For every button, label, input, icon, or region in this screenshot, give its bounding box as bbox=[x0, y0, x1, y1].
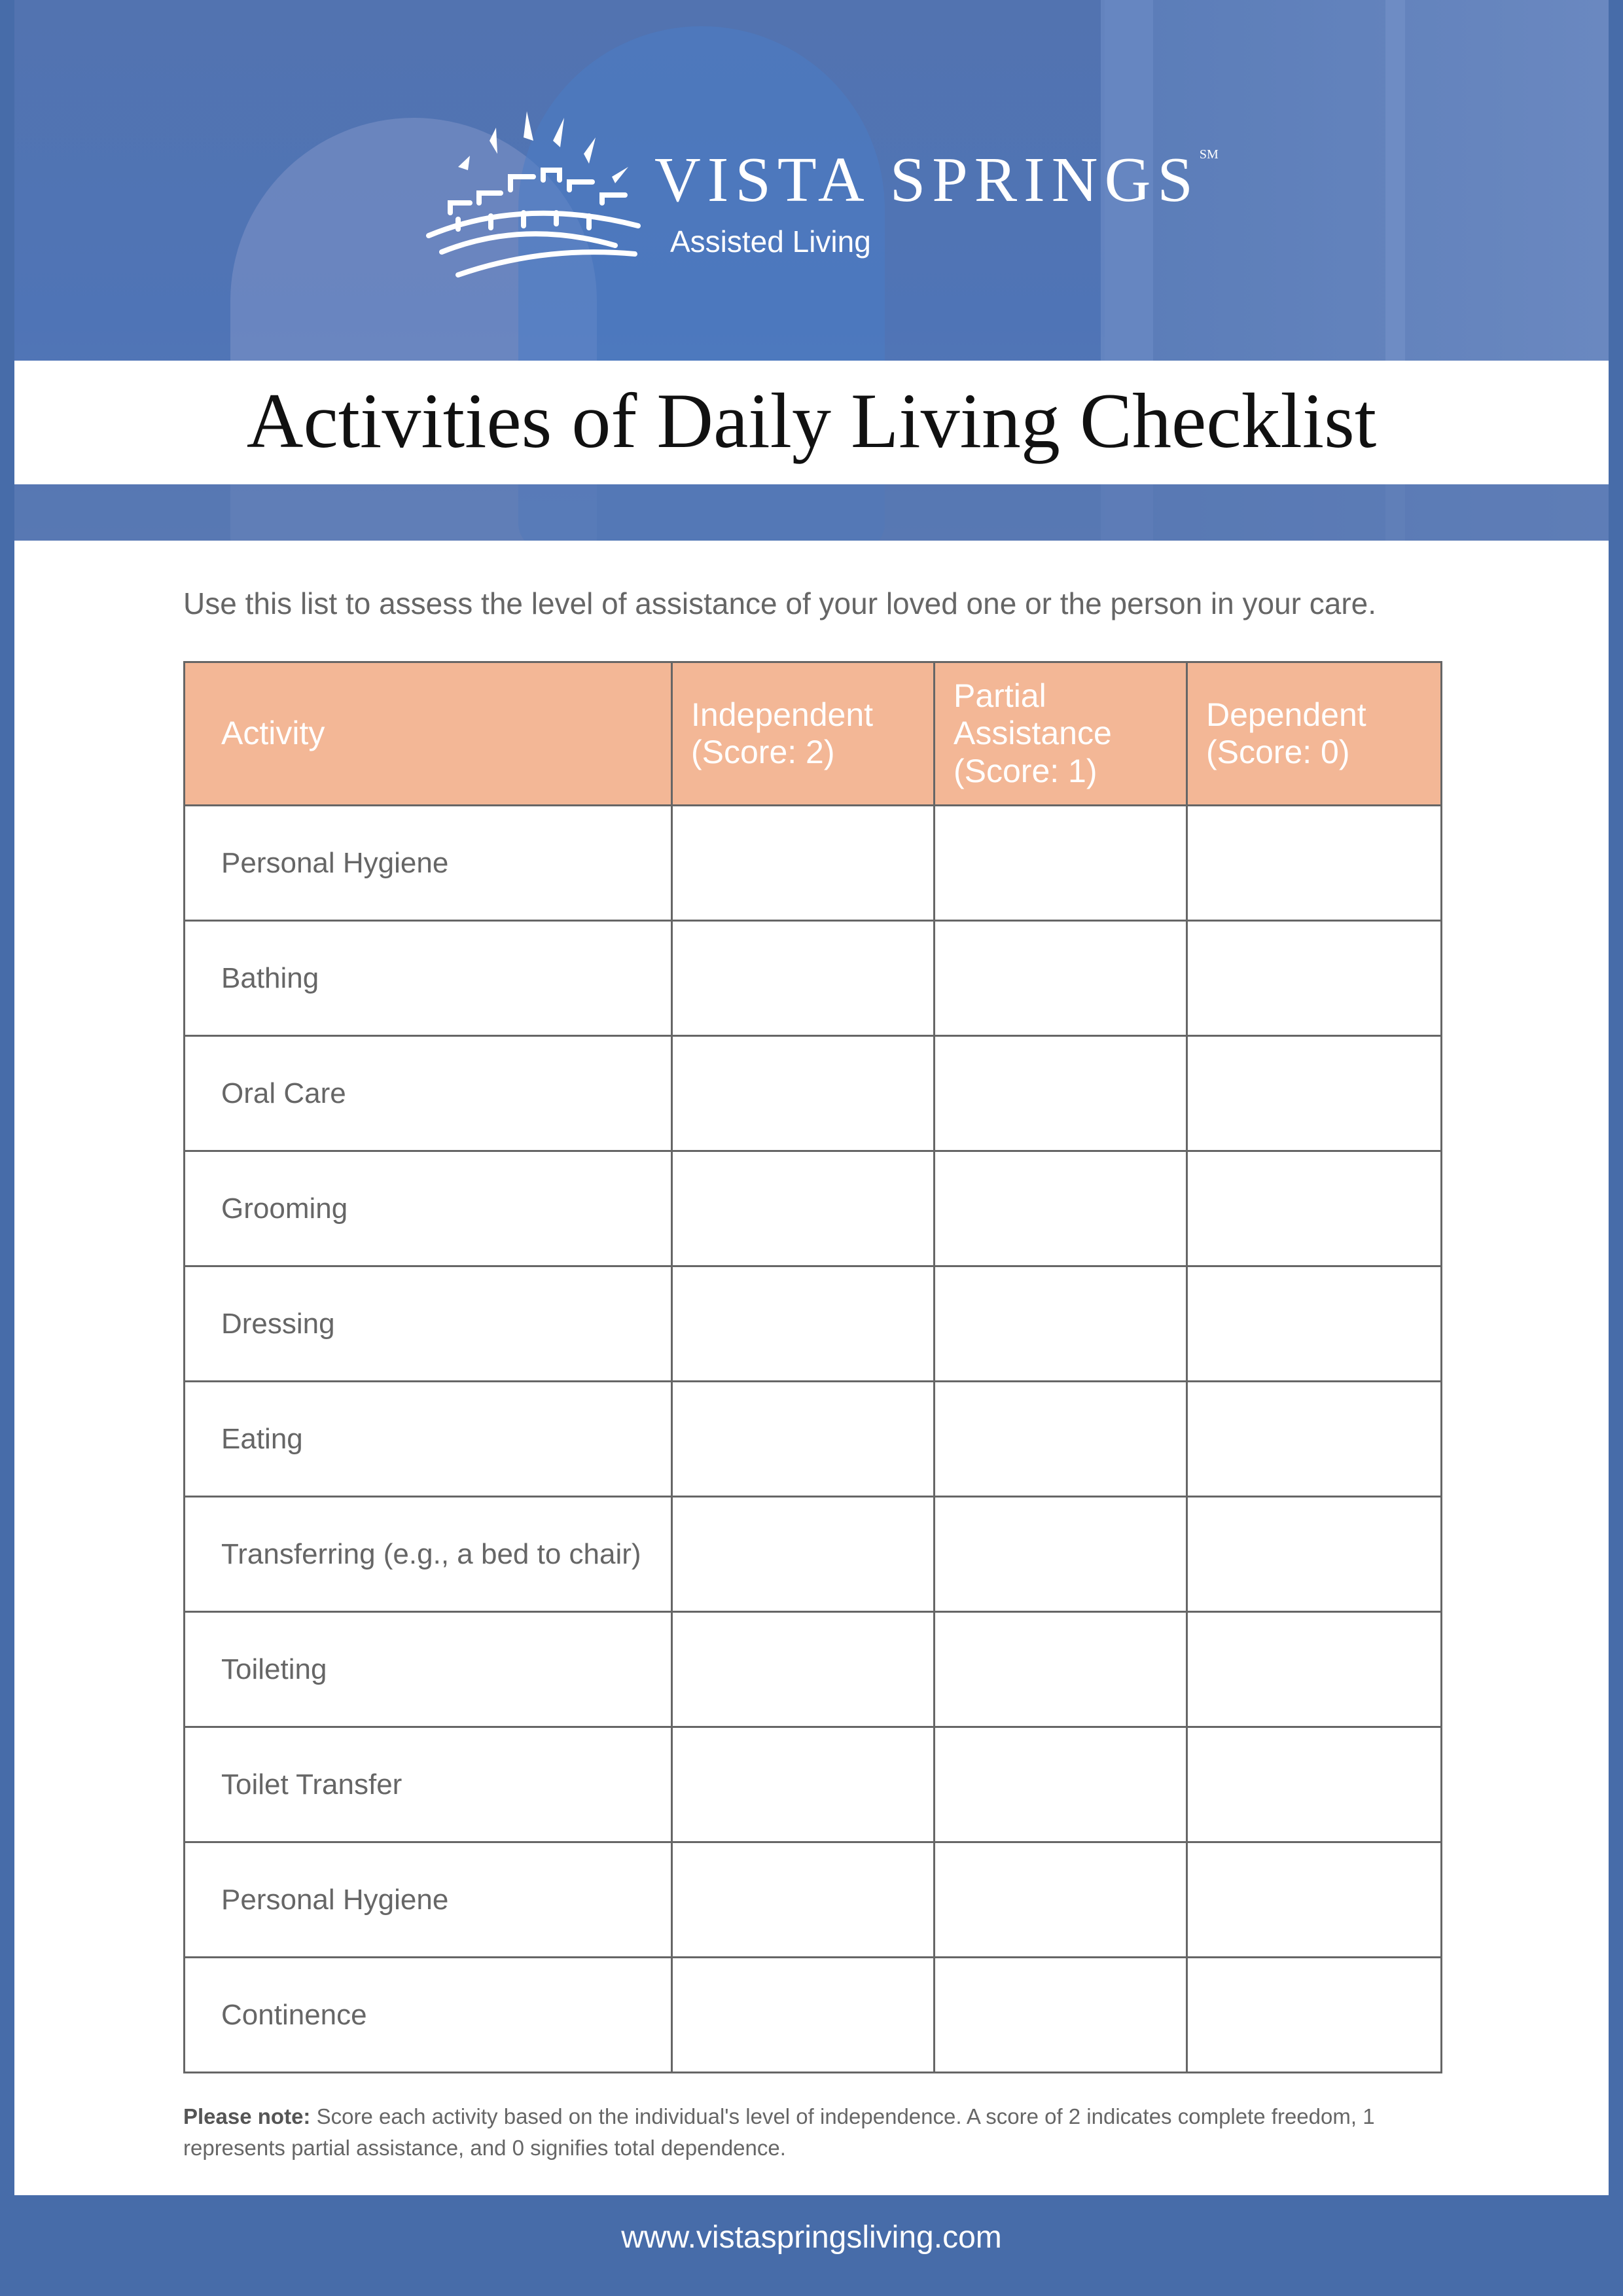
service-mark: SM bbox=[1199, 147, 1219, 162]
score-cell-partial-assistance[interactable] bbox=[935, 1382, 1187, 1497]
score-cell-dependent[interactable] bbox=[1187, 1151, 1442, 1266]
table-row bbox=[185, 1958, 1442, 2073]
header-independent: Independent (Score: 2) bbox=[672, 662, 935, 806]
activity-cell: Dressing bbox=[185, 1266, 672, 1382]
score-cell-independent[interactable] bbox=[672, 921, 935, 1036]
table-row bbox=[185, 1727, 1442, 1842]
activity-cell: Personal Hygiene bbox=[185, 1842, 672, 1958]
header-partial-assistance: Partial Assistance (Score: 1) bbox=[935, 662, 1187, 806]
score-cell-partial-assistance[interactable] bbox=[935, 1612, 1187, 1727]
score-cell-independent[interactable] bbox=[672, 1036, 935, 1151]
score-cell-partial-assistance[interactable] bbox=[935, 806, 1187, 921]
note-label: Please note: bbox=[183, 2104, 311, 2128]
table-row bbox=[185, 1612, 1442, 1727]
score-cell-partial-assistance[interactable] bbox=[935, 1842, 1187, 1958]
score-cell-independent[interactable] bbox=[672, 1612, 935, 1727]
table-row bbox=[185, 1382, 1442, 1497]
score-cell-independent[interactable] bbox=[672, 1151, 935, 1266]
activity-cell: Eating bbox=[185, 1382, 672, 1497]
score-cell-dependent[interactable] bbox=[1187, 1842, 1442, 1958]
adl-checklist-table bbox=[183, 661, 1442, 2073]
table-row bbox=[185, 1842, 1442, 1958]
brand-name-text: VISTA SPRINGS bbox=[654, 145, 1200, 215]
score-cell-partial-assistance[interactable] bbox=[935, 921, 1187, 1036]
activity-cell: Oral Care bbox=[185, 1036, 672, 1151]
header-activity: Activity bbox=[185, 662, 672, 806]
score-cell-dependent[interactable] bbox=[1187, 1612, 1442, 1727]
header-dependent: Dependent (Score: 0) bbox=[1187, 662, 1442, 806]
score-cell-dependent[interactable] bbox=[1187, 1727, 1442, 1842]
score-cell-dependent[interactable] bbox=[1187, 1266, 1442, 1382]
score-cell-partial-assistance[interactable] bbox=[935, 1036, 1187, 1151]
hero-foreground bbox=[14, 484, 1609, 541]
table-row bbox=[185, 1036, 1442, 1151]
score-cell-independent[interactable] bbox=[672, 1842, 935, 1958]
activity-cell: Grooming bbox=[185, 1151, 672, 1266]
brand-name bbox=[654, 145, 1219, 215]
note-text: Score each activity based on the individual's level of independence. A score of 2 indicates complete freedom, 1 represents partial assistance, and 0 signifies total dependence. bbox=[183, 2104, 1375, 2160]
activity-cell: Bathing bbox=[185, 921, 672, 1036]
table-row bbox=[185, 1266, 1442, 1382]
score-cell-independent[interactable] bbox=[672, 1382, 935, 1497]
footer-url[interactable]: www.vistaspringsliving.com bbox=[621, 2220, 1002, 2255]
activity-cell: Continence bbox=[185, 1958, 672, 2073]
table-row bbox=[185, 921, 1442, 1036]
score-cell-independent[interactable] bbox=[672, 1497, 935, 1612]
score-cell-dependent[interactable] bbox=[1187, 921, 1442, 1036]
score-cell-independent[interactable] bbox=[672, 1727, 935, 1842]
activity-cell: Toilet Transfer bbox=[185, 1727, 672, 1842]
table-row bbox=[185, 806, 1442, 921]
score-cell-partial-assistance[interactable] bbox=[935, 1266, 1187, 1382]
score-cell-dependent[interactable] bbox=[1187, 1382, 1442, 1497]
intro-text: Use this list to assess the level of assistance of your loved one or the person in your care. bbox=[183, 586, 1377, 620]
score-cell-partial-assistance[interactable] bbox=[935, 1958, 1187, 2073]
score-cell-partial-assistance[interactable] bbox=[935, 1151, 1187, 1266]
score-cell-independent[interactable] bbox=[672, 1958, 935, 2073]
score-cell-independent[interactable] bbox=[672, 806, 935, 921]
activity-cell: Toileting bbox=[185, 1612, 672, 1727]
score-cell-dependent[interactable] bbox=[1187, 806, 1442, 921]
table-row bbox=[185, 1151, 1442, 1266]
activity-cell: Transferring (e.g., a bed to chair) bbox=[185, 1497, 672, 1612]
score-cell-partial-assistance[interactable] bbox=[935, 1727, 1187, 1842]
score-cell-dependent[interactable] bbox=[1187, 1497, 1442, 1612]
score-cell-dependent[interactable] bbox=[1187, 1036, 1442, 1151]
score-cell-partial-assistance[interactable] bbox=[935, 1497, 1187, 1612]
brand-tagline: Assisted Living bbox=[670, 224, 871, 259]
table-row bbox=[185, 1497, 1442, 1612]
table-body bbox=[185, 806, 1442, 2073]
score-cell-independent[interactable] bbox=[672, 1266, 935, 1382]
note bbox=[183, 2101, 1446, 2164]
table-header-row bbox=[185, 662, 1442, 806]
score-cell-dependent[interactable] bbox=[1187, 1958, 1442, 2073]
page-title: Activities of Daily Living Checklist bbox=[246, 377, 1377, 464]
activity-cell: Personal Hygiene bbox=[185, 806, 672, 921]
